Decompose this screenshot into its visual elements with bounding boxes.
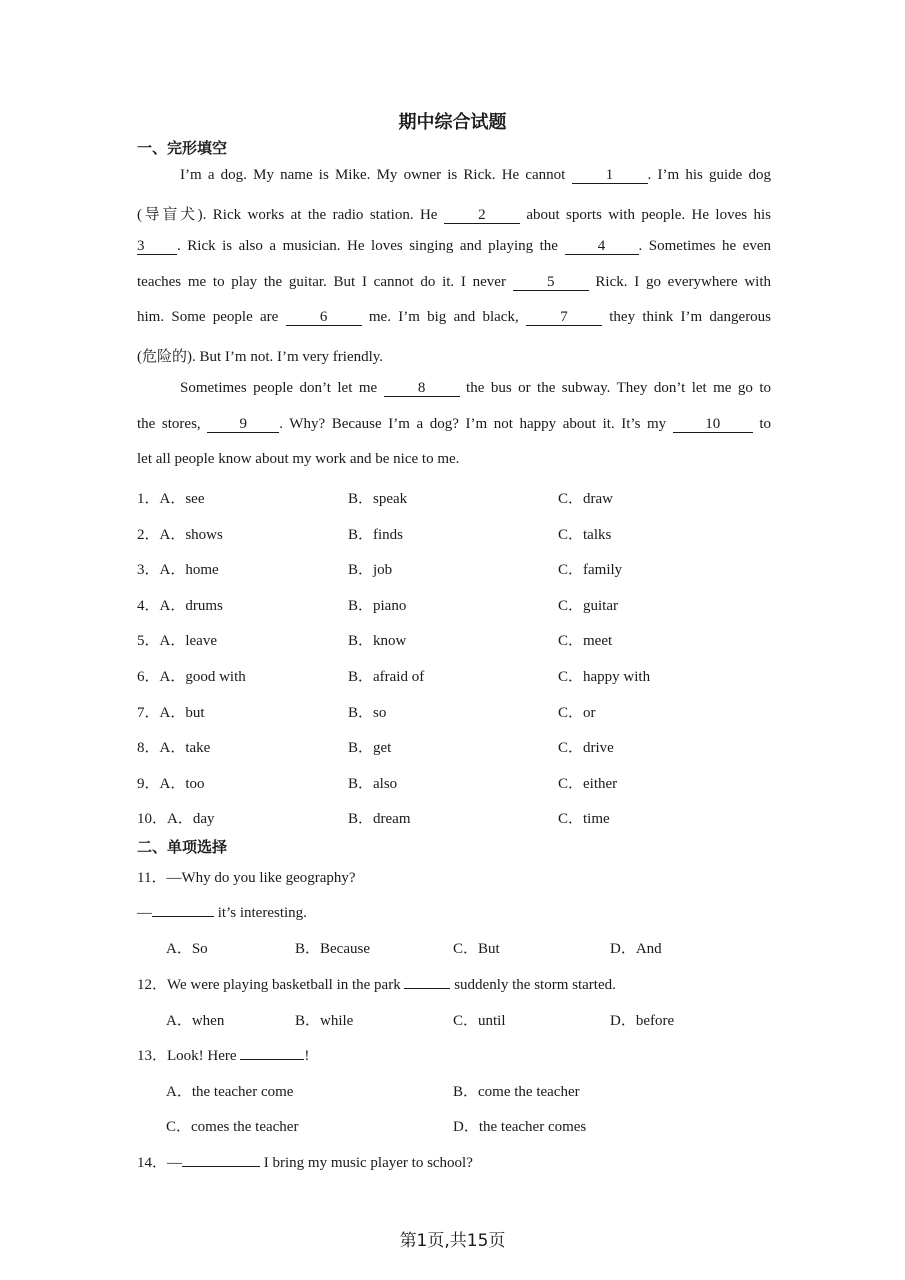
passage-text: about sports with people. He loves his xyxy=(526,207,772,223)
option-b[interactable]: B．come the teacher xyxy=(453,1084,580,1100)
passage-text: Sometimes people don’t let me xyxy=(180,380,378,396)
passage-text: . Why? Because I’m a dog? I’m not happy about it. It’s my xyxy=(279,416,667,432)
cloze-option-b[interactable]: B．piano xyxy=(348,598,407,614)
passage-text: . Sometimes he even xyxy=(638,238,772,254)
cloze-option-c[interactable]: C．guitar xyxy=(558,598,618,614)
cloze-option-a[interactable]: 4．A．drums xyxy=(137,598,223,614)
cloze-option-a[interactable]: 8．A．take xyxy=(137,740,211,756)
passage-text: . Rick is also a musician. He loves singing and playing the xyxy=(177,238,558,254)
blank-3: 3 xyxy=(137,239,177,255)
passage-text: me. I’m big and black, xyxy=(368,309,519,325)
cloze-option-a[interactable]: 3．A．home xyxy=(137,562,219,578)
cloze-option-b[interactable]: B．job xyxy=(348,562,393,578)
passage-line xyxy=(137,274,771,291)
question-text: I bring my music player to school? xyxy=(263,1155,473,1171)
passage-line xyxy=(137,203,771,224)
option-c[interactable]: C．comes the teacher xyxy=(166,1119,299,1135)
option-b[interactable]: B．while xyxy=(295,1013,354,1029)
cloze-option-c[interactable]: C．or xyxy=(558,705,596,721)
question-13-line xyxy=(137,1044,309,1065)
cloze-option-b[interactable]: B．dream xyxy=(348,811,411,827)
question-text: it’s interesting. xyxy=(217,905,307,921)
cloze-option-a[interactable]: 10．A．day xyxy=(137,811,215,827)
answer-blank xyxy=(182,1152,260,1167)
passage-text: the bus or the subway. They don’t let me go to xyxy=(466,380,772,396)
blank-4: 4 xyxy=(565,239,639,255)
passage-text: the stores, xyxy=(137,416,201,432)
blank-6: 6 xyxy=(286,310,362,326)
cloze-option-c[interactable]: C．time xyxy=(558,811,610,827)
passage-line xyxy=(180,167,771,184)
question-11-line xyxy=(137,902,307,922)
passage-line xyxy=(180,380,771,397)
blank-9: 9 xyxy=(207,417,279,433)
blank-8: 8 xyxy=(384,381,460,397)
cloze-option-c[interactable]: C．drive xyxy=(558,740,614,756)
passage-text: (导盲犬). Rick works at the radio station. He xyxy=(137,207,438,223)
cloze-option-c[interactable]: C．happy with xyxy=(558,669,651,685)
option-a[interactable]: A．when xyxy=(166,1013,225,1029)
section-heading-single-choice: 二、单项选择 xyxy=(137,838,228,856)
option-a[interactable]: A．the teacher come xyxy=(166,1084,294,1100)
passage-text: I’m a dog. My name is Mike. My owner is Rick. He cannot xyxy=(180,167,566,183)
passage-line xyxy=(137,451,771,468)
option-d[interactable]: D．before xyxy=(610,1013,675,1029)
passage-text: . I’m his guide dog xyxy=(647,167,772,183)
passage-text: him. Some people are xyxy=(137,309,279,325)
answer-blank xyxy=(404,974,450,989)
section-heading-cloze: 一、完形填空 xyxy=(137,139,228,157)
question-text: suddenly the storm started. xyxy=(454,977,616,993)
cloze-option-c[interactable]: C．meet xyxy=(558,633,613,649)
cloze-option-a[interactable]: 9．A．too xyxy=(137,776,205,792)
cloze-option-a[interactable]: 6．A．good with xyxy=(137,669,246,685)
passage-text: to xyxy=(759,416,772,432)
cloze-option-a[interactable]: 2．A．shows xyxy=(137,527,223,543)
cloze-option-a[interactable]: 5．A．leave xyxy=(137,633,217,649)
cloze-option-b[interactable]: B．speak xyxy=(348,491,408,507)
question-11-stem: 11．—Why do you like geography? xyxy=(137,870,356,886)
cloze-option-b[interactable]: B．also xyxy=(348,776,398,792)
option-c[interactable]: C．until xyxy=(453,1013,506,1029)
passage-text: (危险的). But I’m not. I’m very friendly. xyxy=(137,349,384,365)
passage-line xyxy=(137,416,771,433)
option-a[interactable]: A．So xyxy=(166,941,208,957)
cloze-option-b[interactable]: B．know xyxy=(348,633,407,649)
dash: — xyxy=(137,905,152,921)
cloze-option-b[interactable]: B．finds xyxy=(348,527,404,543)
cloze-option-b[interactable]: B．get xyxy=(348,740,392,756)
question-text: ! xyxy=(304,1048,310,1064)
blank-10: 10 xyxy=(673,417,753,433)
answer-blank xyxy=(152,902,214,917)
blank-2: 2 xyxy=(444,208,520,224)
cloze-option-c[interactable]: C．talks xyxy=(558,527,612,543)
question-14-line xyxy=(137,1151,473,1172)
cloze-option-b[interactable]: B．so xyxy=(348,705,387,721)
cloze-option-a[interactable]: 7．A．but xyxy=(137,705,205,721)
question-text: 14．— xyxy=(137,1155,183,1171)
page-title: 期中综合试题 xyxy=(398,112,507,133)
passage-line xyxy=(137,238,771,255)
cloze-option-b[interactable]: B．afraid of xyxy=(348,669,425,685)
passage-line xyxy=(137,345,771,366)
question-12-line xyxy=(137,973,616,994)
option-c[interactable]: C．But xyxy=(453,941,500,957)
option-b[interactable]: B．Because xyxy=(295,941,370,957)
page-number: 第1页,共15页 xyxy=(399,1231,506,1251)
passage-line xyxy=(137,309,771,326)
blank-1: 1 xyxy=(572,168,648,184)
question-text: 13．Look! Here xyxy=(137,1048,237,1064)
answer-blank xyxy=(240,1045,304,1060)
cloze-option-c[interactable]: C．either xyxy=(558,776,618,792)
cloze-option-a[interactable]: 1．A．see xyxy=(137,491,205,507)
passage-text: let all people know about my work and be nice to me. xyxy=(137,451,460,467)
option-d[interactable]: D．the teacher comes xyxy=(453,1119,587,1135)
cloze-option-c[interactable]: C．draw xyxy=(558,491,613,507)
passage-text: Rick. I go everywhere with xyxy=(595,274,772,290)
option-d[interactable]: D．And xyxy=(610,941,662,957)
question-text: 12．We were playing basketball in the park xyxy=(137,977,401,993)
passage-text: they think I’m dangerous xyxy=(609,309,772,325)
blank-7: 7 xyxy=(526,310,602,326)
blank-5: 5 xyxy=(513,275,589,291)
cloze-option-c[interactable]: C．family xyxy=(558,562,623,578)
passage-text: teaches me to play the guitar. But I cannot do it. I never xyxy=(137,274,506,290)
